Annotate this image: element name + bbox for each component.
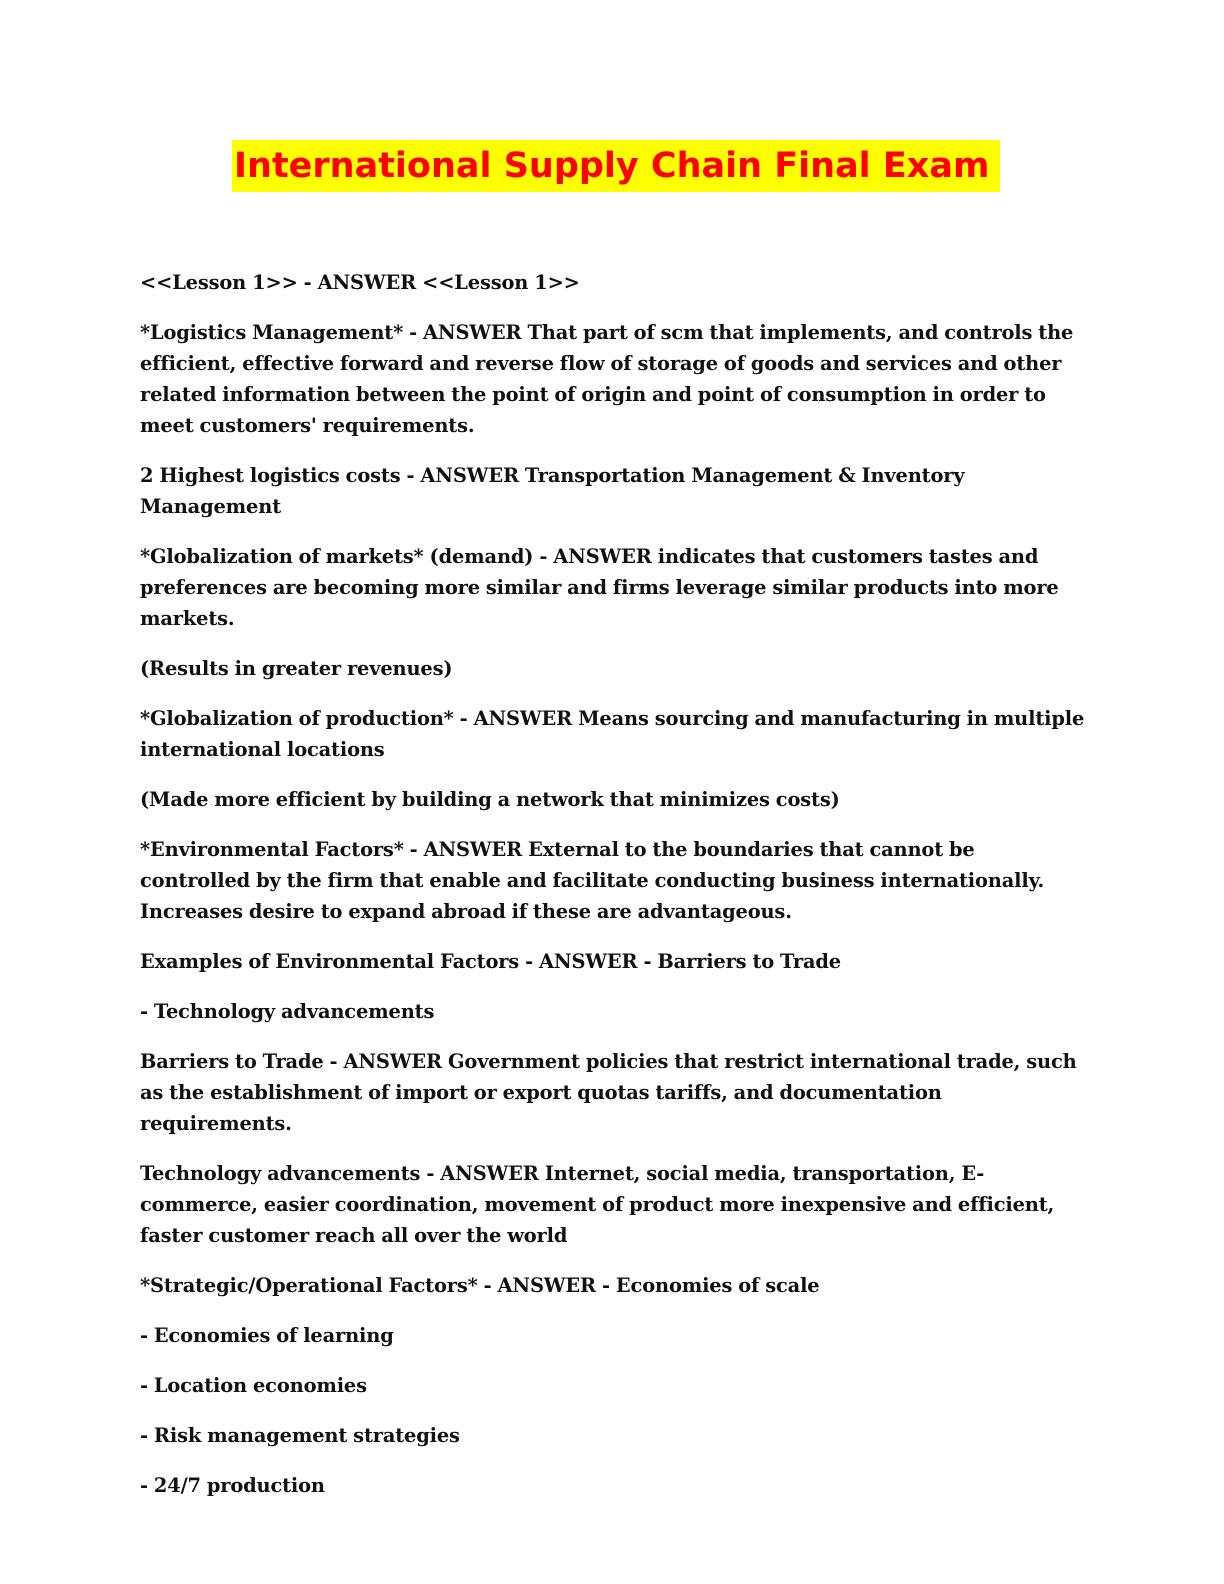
title-highlight	[232, 140, 1000, 192]
paragraph-logistics-management: *Logistics Management* - ANSWER That part of scm that implements, and controls the efficient, effective forward and reverse flow of storage of goods and services and other related information between the point of origin and point of consumption in order to meet customers' requirements.	[140, 321, 1074, 437]
paragraph-lesson-heading: <<Lesson 1>> - ANSWER <<Lesson 1>>	[140, 271, 580, 294]
paragraph-highest-logistics-costs: 2 Highest logistics costs - ANSWER Transportation Management & Inventory Management	[140, 464, 965, 518]
paragraph-technology-advancements: Technology advancements - ANSWER Internet, social media, transportation, E-commerce, easier coordination, movement of product more inexpensive and efficient, faster customer reach all over the world	[140, 1162, 1055, 1247]
document-body	[140, 267, 1085, 1520]
paragraph-environmental-factors: *Environmental Factors* - ANSWER External to the boundaries that cannot be controlled by the firm that enable and facilitate conducting business internationally. Increases desire to expand abroad if these are advantageous.	[140, 838, 1045, 923]
paragraph-economies-of-learning: - Economies of learning	[140, 1324, 394, 1347]
document-title: International Supply Chain Final Exam	[234, 146, 990, 186]
paragraph-globalization-of-production: *Globalization of production* - ANSWER Means sourcing and manufacturing in multiple international locations	[140, 707, 1085, 761]
paragraph-strategic-factors: *Strategic/Operational Factors* - ANSWER - Economies of scale	[140, 1274, 820, 1297]
paragraph-location-economies: - Location economies	[140, 1374, 367, 1397]
paragraph-barriers-to-trade: Barriers to Trade - ANSWER Government policies that restrict international trade, such as the establishment of import or export quotas tariffs, and documentation requirements.	[140, 1050, 1077, 1135]
paragraph-technology-bullet: - Technology advancements	[140, 1000, 435, 1023]
paragraph-production-24-7: - 24/7 production	[140, 1474, 325, 1497]
paragraph-globalization-of-markets: *Globalization of markets* (demand) - ANSWER indicates that customers tastes and preferences are becoming more similar and firms leverage similar products into more markets.	[140, 545, 1059, 630]
paragraph-greater-revenues: (Results in greater revenues)	[140, 657, 453, 680]
paragraph-risk-management: - Risk management strategies	[140, 1424, 460, 1447]
paragraph-environmental-examples: Examples of Environmental Factors - ANSWER - Barriers to Trade	[140, 950, 841, 973]
paragraph-network-efficiency: (Made more efficient by building a network that minimizes costs)	[140, 788, 840, 811]
